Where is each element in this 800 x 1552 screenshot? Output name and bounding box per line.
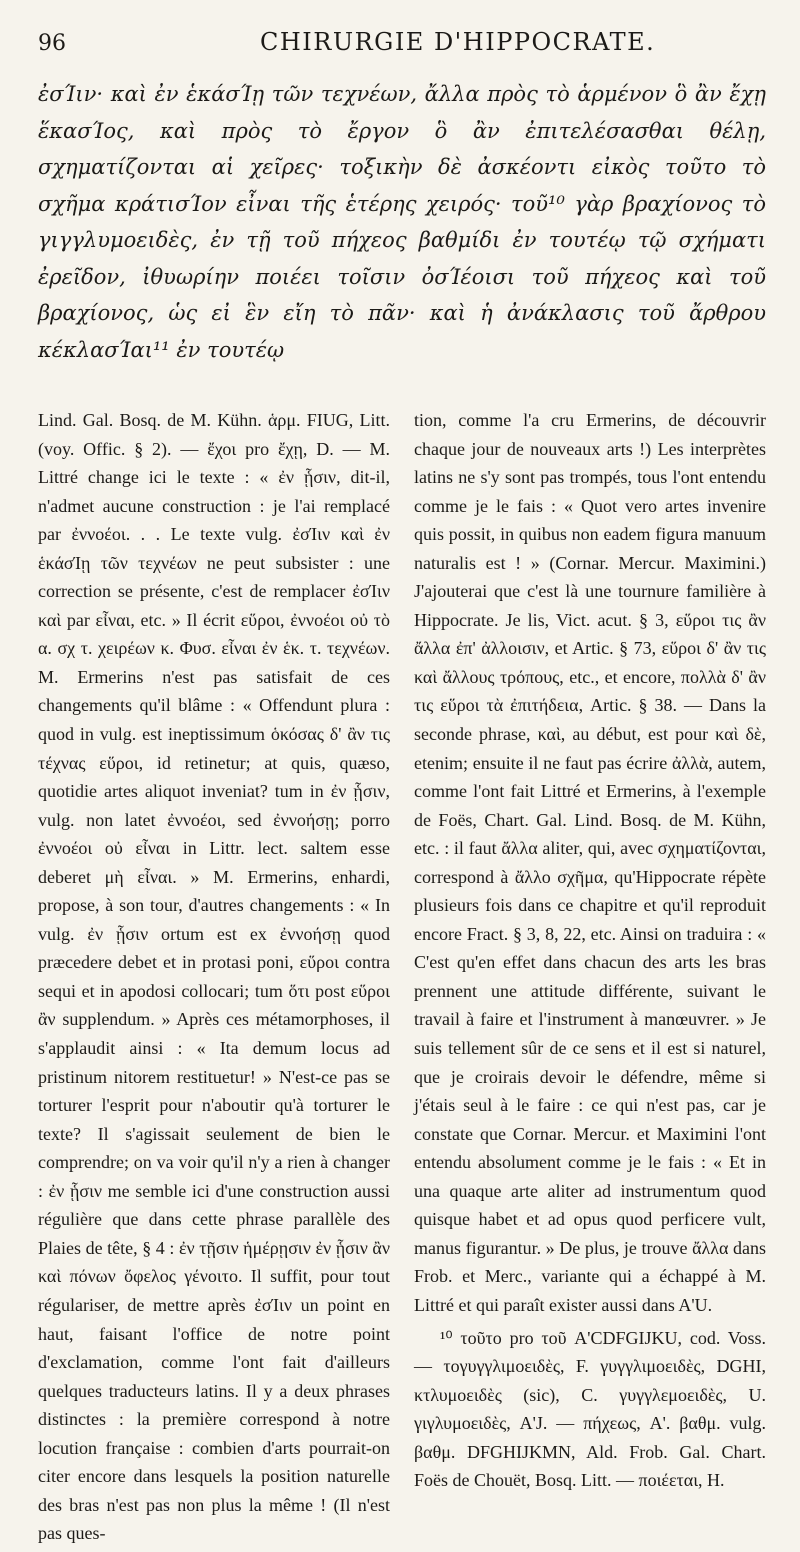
running-head: CHIRURGIE D'HIPPOCRATE. — [260, 28, 656, 56]
page-number: 96 — [38, 31, 66, 56]
notes-column-left — [38, 406, 390, 1552]
notes-column-right — [414, 406, 766, 1552]
footnote-10: ¹⁰ τοῦτο pro τοῦ A'CDFGIJKU, cod. Voss. — τογυγγλιμοειδὲς, F. γυγγλιμοειδὲς, DGHI, κτλυμοειδὲς (sic), C. γυγγλεμοειδὲς, U. γιγλυμοειδὲς, A'J. — πήχεως, A'. βαθμ. vulg. βαθμ. DFGHIJKMN, Ald. Frob. Gal. Chart. Foës de Chouët, Bosq. Litt. — ποιέεται, H. — [414, 1327, 766, 1491]
page-header — [38, 28, 766, 68]
greek-main-text — [38, 76, 766, 368]
note-paragraph: Lind. Gal. Bosq. de M. Kühn. ἁρμ. FIUG, Litt. (voy. Offic. § 2). — ἔχοι pro ἔχῃ, D. — M. Littré change ici le texte : « ἐν ᾗσιν, dit-il, n'admet aucune construction : je l'ai remplacé par ἐννοέοι. . . Le texte vulg. ἐσΊιν καὶ ἐν ἑκάσΊῃ τῶν τεχνέων ne peut subsister : une correction se présente, c'est de remplacer ἐσΊιν καὶ par εἶναι, etc. » Il écrit εὕροι, ἐννοέοι οὐ τὸ α. σχ τ. χειρέων κ. Φυσ. εἶναι ἐν ἑκ. τ. τεχνέων. M. Ermerins n'est pas satisfait de ces changements qu'il blâme : « Offendunt plura : quod in vulg. est ineptissimum ὁκόσας δ' ἂν τις τέχνας εὕροι, id retinetur; at quis, quæso, quotidie artes aliquot inveniat? tum in ἐν ᾗσιν, vulg. non latet ἐννοέοι, sed ἐννοήσῃ; porro ἐννοέοι οὐ εἶναι in Littr. lect. saltem esse deberet μὴ εἶναι. » M. Ermerins, enhardi, propose, à son tour, d'autres changements : « In vulg. ἐν ᾗσιν ortum est ex ἐννοήσῃ quod præcedere debet et in protasi poni, εὕροι contra sequi et in apodosi collocari; tum ὅτι post εὕροι ἂν supplendum. » Après ces métamorphoses, il s'applaudit ainsi : « Ita demum locus ad pristinum nitorem restituetur! » N'est-ce pas se torturer l'esprit pour n'aboutir qu'à torturer le texte? Il s'agissait seulement de bien le comprendre; on va voir qu'il n'y a rien à changer : ἐν ᾗσιν me semble ici d'une construction aussi régulière que dans cette phrase parallèle des Plaies de tête, § 4 : ἐν τῇσιν ἡμέρῃσιν ἐν ᾗσιν ἂν καὶ πόνων ὄφελος γένοιτο. Il suffit, pour tout régulariser, de mettre après ἐσΊιν un point en haut, faisant l'office de notre point d'exclamation, comme l'ont fait d'ailleurs quelques traducteurs latins. Il y a deux phrases distinctes : la première correspond à notre locution française : combien d'arts pourrait-on citer encore dans lesquels la position naturelle des bras n'est pas non plus la même ! (Il n'est pas ques- — [38, 410, 390, 1544]
note-paragraph: tion, comme l'a cru Ermerins, de découvrir chaque jour de nouveaux arts !) Les interprètes latins ne s'y sont pas trompés, tous l'ont entendu comme je le fais : « Quot vero artes invenire quis possit, in quibus non eadem figura manuum naturalis est ! » (Cornar. Mercur. Maximini.) J'ajouterai que c'est là une tournure familière à Hippocrate. Je lis, Vict. acut. § 3, εὕροι τις ἂν ἄλλα ἐπ' ἀλλοισιν, et Artic. § 73, εὕροι δ' ἂν τις καὶ ἄλλους τρόπους, etc., et encore, πολλὰ δ' ἂν τις εὕροι τὰ ἐπιτήδεια, Artic. § 38. — Dans la seconde phrase, καὶ, au début, est pour καὶ δὲ, etenim; ensuite il ne faut pas écrire ἀλλὰ, autem, comme l'ont fait Littré et Ermerins, à l'exemple de Foës, Chart. Gal. Lind. Bosq. de M. Kühn, etc. : il faut ἄλλα aliter, qui, avec σχηματίζονται, correspond à ἄλλο σχῆμα, qu'Hippocrate répète plusieurs fois dans ce chapitre et qu'il reproduit encore Fract. § 3, 8, 22, etc. Ainsi on traduira : « C'est qu'en effet dans chacun des arts les bras prennent une attitude différente, suivant le travail à faire et l'instrument à manœuvrer. » Je suis tellement sûr de ce sens et il est si naturel, que je croirais devoir le défendre, même si j'étais seul à le faire : ce qui n'est pas, car je constate que Cornar. Mercur. et Maximini l'ont entendu absolument comme je le fais : « Et in una quaque arte aliter ad instrumentum quod quisque habet et ad opus quod perficere vult, manus figurantur. » De plus, je trouve ἄλλα dans Frob. et Merc., variante qui a échappé à M. Littré et qui paraît exister aussi dans A'U. — [414, 410, 766, 1315]
greek-paragraph: ἐσΊιν· καὶ ἐν ἑκάσΊῃ τῶν τεχνέων, ἄλλα πρὸς τὸ ἁρμένον ὃ ἂν ἔχῃ ἕκασΊος, καὶ πρὸς τὸ ἔργον ὃ ἂν ἐπιτελέσασθαι θέλῃ, σχηματίζονται αἱ χεῖρες· τοξικὴν δὲ ἀσκέοντι εἰκὸς τοῦτο τὸ σχῆμα κράτισΊον εἶναι τῆς ἑτέρης χειρός· τοῦ¹⁰ γὰρ βραχίονος τὸ γιγγλυμοειδὲς, ἐν τῇ τοῦ πήχεος βαθμίδι ἐν τουτέῳ τῷ σχήματι ἐρεῖδον, ἰθυωρίην ποιέει τοῖσιν ὀσΊέοισι τοῦ πήχεος καὶ τοῦ βραχίονος, ὡς εἰ ἓν εἴη τὸ πᾶν· καὶ ἡ ἀνάκλασις τοῦ ἄρθρου κέκλασΊαι¹¹ ἐν τουτέῳ — [38, 82, 766, 362]
notes-columns — [38, 406, 766, 1552]
